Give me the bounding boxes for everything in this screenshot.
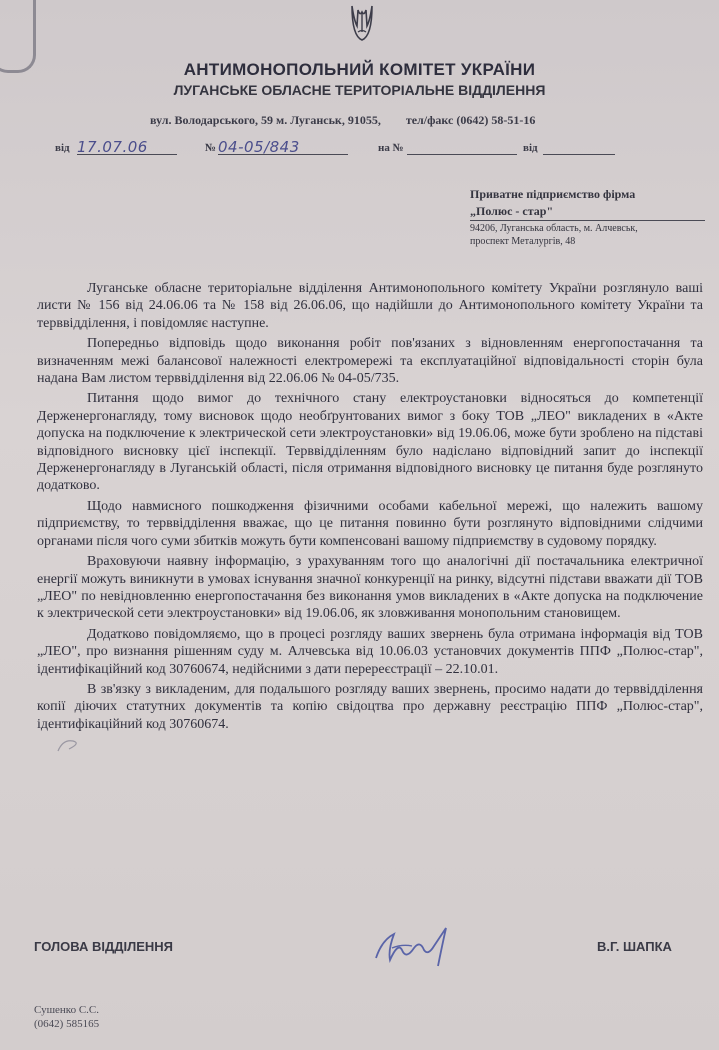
- reply-to-label: на №: [378, 142, 404, 154]
- department-title: ЛУГАНСЬКЕ ОБЛАСНЕ ТЕРИТОРІАЛЬНЕ ВІДДІЛЕННЯ: [173, 82, 546, 98]
- paragraph: Щодо навмисного пошкодження фізичними особами кабельної мережі, що належить вашому підприємству, то терввідділення вважає, що це питання повинно бути розглянуто відповідними слідчими органами після чого суми збитків можуть бути компенсовані вашому підприємству в судовому порядку.: [37, 498, 703, 549]
- trident-emblem-icon: [349, 2, 375, 42]
- recipient-line2: „Полюс - стар": [470, 204, 705, 221]
- executor-name: Сушенко С.С.: [34, 1004, 100, 1016]
- organization-title: АНТИМОНОПОЛЬНИЙ КОМІТЕТ УКРАЇНИ: [183, 60, 536, 79]
- handwritten-signature-icon: [368, 920, 478, 970]
- from-label: від: [55, 142, 70, 154]
- address: вул. Володарського, 59 м. Луганськ, 91055,: [150, 113, 381, 127]
- reply-date-blank: [543, 138, 615, 155]
- paragraph: Луганське обласне територіальне відділення Антимонопольного комітету України розглянуло ваші листи № 156 від 24.06.06 та № 158 від 26.06.06, що надійшли до Антимонопольного комітету України та терввідділення, і повідомляє наступне.: [37, 281, 703, 331]
- paragraph: Враховуючи наявну інформацію, з урахуванням того що аналогічні дії постачальника електричної енергії можуть виникнути в умовах існування значної конкуренції на ринку, відсутні підстави вважати дії ТОВ „ЛЕО" по невідновленню енергопостачання без виконання умов викладених в «Акте допуска на подключение к электрической сети электроустановки» від 19.06.06, як зловживання монопольним становищем.: [37, 554, 703, 622]
- pencil-mark-icon: [55, 735, 85, 755]
- recipient-block: [470, 187, 705, 247]
- signatory-position: ГОЛОВА ВІДДІЛЕННЯ: [34, 939, 174, 954]
- executor-phone: (0642) 585165: [34, 1018, 100, 1030]
- outgoing-number: 04-05/843: [218, 138, 348, 155]
- executor-block: [34, 1003, 99, 1031]
- recipient-line4: проспект Металургів, 48: [470, 236, 576, 247]
- paragraph: Питання щодо вимог до технічного стану електроустановки відносяться до компетенції Держенергонагляду, тому висновок щодо необґрунтованих вимог з боку ТОВ „ЛЕО" викладених в «Акте допуска на подключение к электрической сети электроустановки» від 19.06.06, може бути зроблено на підставі відповідного висновку цієї інспекції. Терввідділенням було надіслано відповідний запит до інспекції Держенергонагляду в Луганській області, після отримання відповідного висновку це питання буде розглянуто додатково.: [37, 391, 703, 494]
- letter-body: [37, 280, 703, 736]
- paragraph: Додатково повідомляємо, що в процесі розгляду ваших звернень була отримана інформація від ТОВ „ЛЕО", про визнання рішенням суду м. Алчевська від 10.06.03 установчих документів ППФ „Полюс-стар", ідентифікаційний код 30760674, недійсними з дати перереєстрації – 22.10.01.: [37, 626, 703, 677]
- phone: тел/факс (0642) 58-51-16: [405, 113, 536, 127]
- reply-date-label: від: [523, 142, 538, 154]
- reference-line: [55, 138, 655, 158]
- recipient-line3: 94206, Луганська область, м. Алчевськ,: [470, 223, 638, 234]
- number-label: №: [205, 142, 217, 154]
- outgoing-date: 17.07.06: [77, 138, 177, 155]
- recipient-line1: Приватне підприємство фірма: [470, 187, 636, 201]
- address-line: [150, 113, 535, 128]
- signatory-name: В.Г. ШАПКА: [597, 939, 672, 954]
- paragraph: В зв'язку з викладеним, для подальшого розгляду ваших звернень, просимо надати до терввідділення копії діючих статутних документів та копію свідоцтва про державну реєстрацію ППФ „Полюс-стар", ідентифікаційний код 30760674.: [37, 681, 703, 732]
- paragraph: Попередньо відповідь щодо виконання робіт пов'язаних з відновленням енергопостачання та визначенням межі балансової належності електромережі та експлуатаційної відповідальності сторін була надана Вам листом терввідділення від 22.06.06 № 04-05/735.: [37, 336, 703, 387]
- reply-number-blank: [407, 138, 517, 155]
